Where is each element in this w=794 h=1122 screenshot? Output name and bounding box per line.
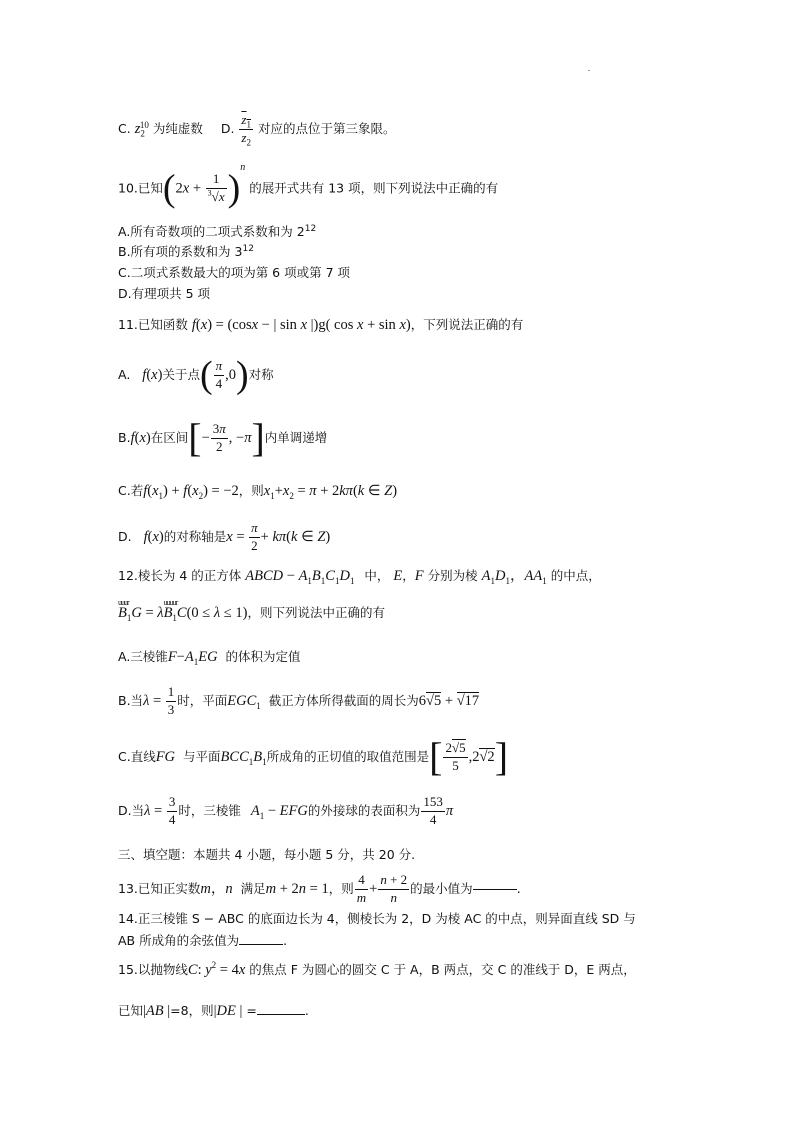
q9-opt-c-math: z: [134, 120, 141, 137]
q13-plus: +: [369, 881, 378, 898]
q11-opt-a-paren-open: (: [199, 354, 213, 396]
q12-opt-b-mid2: 截正方体所得截面的周长为: [268, 693, 419, 709]
q12-stem: 12.棱长为 4 的正方体 ABCD − $A_1B_1C_1D_1$ 中， E，F 分别为棱 $A_1D_1$，$AA_1$ 的中点，: [118, 568, 601, 586]
q9-options: [118, 113, 395, 146]
q13-cond: m + 2n = 1: [265, 881, 329, 898]
section3-heading-text: 三、填空题：本题共 4 小题，每小题 5 分，共 20 分.: [118, 847, 416, 862]
q10-opt-c-text: C.二项式系数最大的项为第 6 项或第 7 项: [118, 265, 351, 280]
q10-paren-open: (: [162, 167, 176, 210]
q12-line2: [118, 598, 385, 623]
q15-parabola: C: $y^2 = 4x$: [187, 960, 246, 978]
q12-opt-b-text: B.当: [118, 693, 144, 709]
q10-paren-close: ): [227, 167, 241, 210]
q9-opt-d-frac: $\frac{z_1}{z_2}$: [241, 112, 251, 148]
q11-opt-a-paren-close: ): [236, 354, 249, 396]
q12-opt-d: [118, 795, 453, 828]
q13-vars: m，n: [200, 881, 233, 898]
q12-vector-eq: uuur $B_1G = \lambda$ uuuur $B_1C(0 \le \lambda \le 1)$: [118, 598, 248, 623]
q12-opt-c-mid2: 所成角的正切值的取值范围是: [266, 748, 430, 764]
q10-opt-b: [118, 243, 254, 259]
q12-opt-a-math: $F-A_1EG$: [167, 649, 218, 667]
q12-opt-b-lambda: λ =: [143, 693, 165, 710]
q11-opt-b-post: 内单调递增: [264, 429, 328, 445]
q10-exp-n: n: [240, 162, 246, 173]
q12-opt-c-plane: $BCC_1B_1$: [220, 748, 267, 767]
q12-opt-d-pi: π: [445, 803, 454, 820]
q9-opt-c-label: C.: [118, 120, 131, 136]
q11-opt-a-label: A.: [118, 366, 131, 382]
q11-opt-b-label: B.: [118, 429, 131, 445]
q12-opt-c-mid: 与平面: [183, 748, 221, 764]
q10-stem-post: 的展开式共有 13 项，则下列说法中正确的有: [249, 180, 499, 196]
q11-opt-d-mid: 的对称轴是: [163, 529, 227, 545]
q15-answer-blank[interactable]: [257, 1014, 305, 1015]
q11-stem: [118, 318, 523, 333]
q11-opt-a-zero: ,0: [225, 366, 237, 383]
q12-ef: E: [393, 568, 403, 584]
q11-opt-d-xeq: x =: [226, 529, 249, 546]
q12-edges: $A_1D_1$，$AA_1$: [481, 568, 547, 586]
q15-line1: [118, 960, 636, 978]
q10-expr-2x: 2x +: [175, 180, 205, 197]
q13-end: .: [516, 881, 521, 897]
q9-sup: 10: [139, 119, 149, 130]
q12-opt-b-value: 6√5 + √17: [418, 693, 480, 710]
q10-stem-pre: 10.已知: [118, 180, 163, 196]
q10-expr-frac: $\frac{1}{^3√x}$: [207, 171, 225, 204]
q12-opt-c-bracket-open: [: [429, 734, 443, 779]
q11-opt-d-tail: + kπ(k ∈ Z): [260, 529, 331, 546]
q11-opt-b-neg-pi: , −π: [228, 429, 252, 446]
q12-opt-a-post: 的体积为定值: [225, 649, 301, 664]
q11-opt-b-frac: $\frac{3\pi}{2}$: [212, 420, 226, 454]
q15-ab: |AB |: [143, 1003, 171, 1019]
q14-line2-text: AB 所成角的余弦值为: [118, 933, 240, 948]
q13-mid2: ，则: [328, 881, 354, 897]
q11-opt-b-bracket-open: [: [188, 415, 202, 460]
q11-opt-d-frac: $\frac{\pi}{2}$: [251, 520, 258, 553]
q12-opt-d-mid2: 的外接球的表面积为: [307, 803, 421, 819]
q15-end: .: [304, 1003, 309, 1018]
q9-opt-c-text: 为纯虚数: [152, 120, 203, 136]
q9-opt-d-text: 对应的点位于第三象限。: [257, 120, 396, 136]
q10-stem: [118, 162, 499, 210]
q11-func: f(x) = (cosx − | sin x |)g( cos x + sin x): [191, 317, 411, 333]
q12-opt-c-fg: FG: [155, 748, 176, 765]
q11-opt-a-fx: f(x): [142, 366, 163, 383]
section3-heading: [118, 849, 415, 862]
q14-line2: [118, 935, 287, 948]
q11-opt-b: [118, 415, 328, 460]
q11-opt-b-bracket-close: ]: [251, 415, 265, 460]
q12-f: F: [414, 568, 424, 584]
q14-line1: [118, 913, 636, 926]
q11-opt-b-fx: f(x): [130, 429, 151, 446]
q12-opt-a-text: A.三棱锥: [118, 649, 168, 664]
q9-sub: 2: [140, 128, 145, 139]
q12-opt-d-mid: 时，三棱锥: [178, 803, 241, 819]
q11-opt-a-post: 对称: [248, 366, 274, 382]
q15-post: 的焦点 F 为圆心的圆交 C 于 A，B 两点，交 C 的准线于 D，E 两点，: [249, 962, 636, 977]
q11-opt-a-frac: $\frac{\pi}{4}$: [215, 357, 223, 391]
q11-stem-pre: 11.已知函数: [118, 317, 188, 332]
q13-frac1: $\frac{4}{m}$: [356, 872, 367, 905]
q13-frac2: $\frac{n + 2}{n}$: [380, 872, 408, 905]
q11-opt-d-fx: f(x): [143, 529, 164, 546]
q12-stem-mid: 中，: [364, 568, 390, 583]
q13-pre: 13.已知正实数: [118, 881, 201, 897]
q12-opt-c-text: C.直线: [118, 748, 156, 764]
q14-answer-blank[interactable]: [239, 944, 283, 945]
q11-opt-a: [118, 356, 274, 394]
q15-de: |DE |: [213, 1003, 243, 1019]
q9-opt-d-label: D.: [220, 120, 235, 136]
q10-opt-a: [118, 223, 317, 239]
q12-opt-d-text: D.当: [118, 803, 145, 819]
q12-cube: ABCD − $A_1B_1C_1D_1$: [245, 568, 355, 586]
q12-opt-c: [118, 734, 509, 779]
q13-post: 的最小值为: [410, 881, 473, 897]
q10-opt-a-text: A.所有奇数项的二项式系数和为 2: [118, 224, 305, 239]
q10-opt-d: [118, 288, 210, 301]
q10-opt-b-text: B.所有项的系数和为 3: [118, 244, 243, 259]
q12-opt-d-lambda: λ =: [144, 803, 166, 820]
q12-stem-post: 的中点，: [550, 568, 601, 583]
q10-opt-c: [118, 267, 350, 280]
q14-end: .: [283, 933, 288, 948]
q15-line2-mid: =8，则: [170, 1003, 214, 1018]
q12-opt-d-area: $\frac{153}{4}$: [423, 794, 443, 827]
q12-opt-d-pyr: $A_1$ − EFG: [250, 803, 308, 822]
q11-opt-a-mid: 关于点: [162, 366, 200, 382]
q12-line2-post: ，则下列说法中正确的有: [247, 605, 385, 620]
q11-opt-c-eq2: $x_1+x_2 = \pi + 2k\pi(k$ ∈ Z): [263, 483, 398, 501]
q11-opt-d: [118, 521, 330, 554]
q12-opt-b-plane: $EGC_1$: [227, 693, 261, 712]
scan-speck: [588, 70, 590, 71]
q10-opt-b-exp: 12: [242, 243, 254, 254]
q13-answer-blank[interactable]: [473, 889, 517, 890]
q11-opt-d-label: D.: [118, 529, 132, 545]
q10-opt-d-text: D.有理项共 5 项: [118, 286, 210, 301]
q13-mid: 满足: [240, 881, 266, 897]
q11-opt-c: [118, 484, 397, 499]
q11-opt-c-eq1: $f(x_1) + f(x_2) = -2$: [143, 483, 239, 501]
q10-opt-a-exp: 12: [304, 223, 317, 234]
q11-opt-b-mid: 在区间: [150, 429, 189, 445]
q15-line2-pre: 已知: [118, 1003, 144, 1018]
q15-line2-post: =: [242, 1003, 257, 1018]
q12-stem-mid2: 分别为棱: [427, 568, 478, 583]
q11-opt-c-mid: ，则: [238, 483, 264, 498]
q12-opt-d-frac: $\frac{3}{4}$: [168, 794, 176, 827]
q12-opt-c-upper: ,2√2: [468, 748, 495, 765]
q12-opt-c-bracket-close: ]: [494, 734, 509, 779]
q12-opt-a: [118, 650, 301, 665]
q11-opt-c-label: C.若: [118, 483, 144, 498]
q12-opt-b: [118, 685, 479, 718]
q12-opt-b-mid: 时，平面: [177, 693, 228, 709]
q14-line1-text: 14.正三棱锥 S − ABC 的底面边长为 4，侧棱长为 2，D 为棱 AC 的中点，则异面直线 SD 与: [118, 911, 636, 926]
q12-opt-b-frac: $\frac{1}{3}$: [167, 684, 175, 717]
q12-opt-c-frac: $\frac{2√5}{5}$: [445, 739, 466, 773]
q13: [118, 873, 521, 906]
q15-line2: [118, 1004, 309, 1019]
q15-pre: 15.以抛物线: [118, 962, 188, 977]
q12-stem-pre: 12.棱长为 4 的正方体: [118, 568, 242, 583]
q11-opt-b-minus: −: [201, 429, 210, 446]
q11-stem-post: ，下列说法正确的有: [410, 317, 524, 332]
